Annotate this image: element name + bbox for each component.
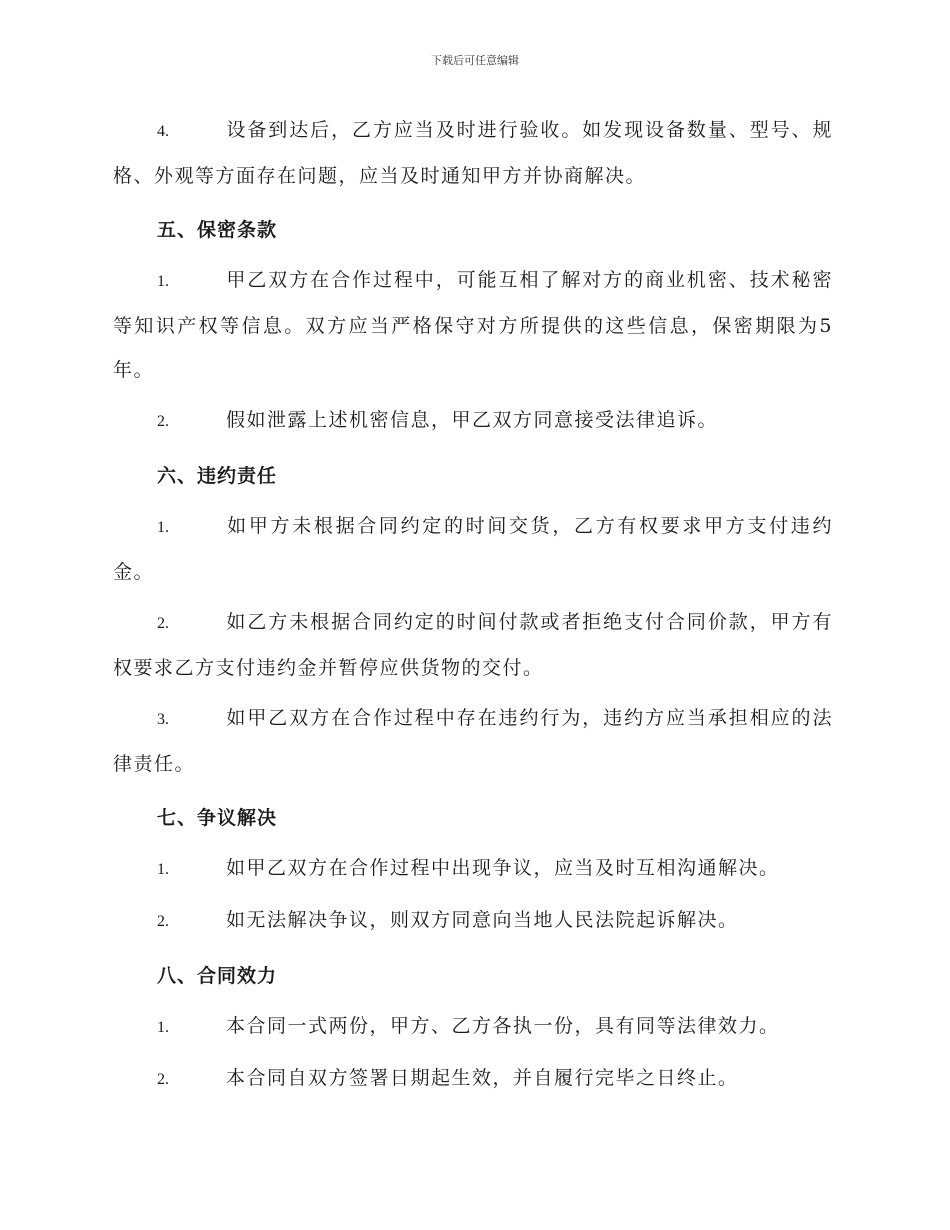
clause-number: 3. <box>157 711 169 728</box>
clause-number: 2. <box>157 413 169 430</box>
clause-4 <box>113 108 833 198</box>
clause-number: 1. <box>157 861 169 878</box>
clause-text: 如无法解决争议，则双方同意向当地人民法院起诉解决。 <box>226 909 739 931</box>
page-header: 下载后可任意编辑 <box>431 54 519 67</box>
clause-text: 如甲乙双方在合作过程中出现争议，应当及时互相沟通解决。 <box>226 857 780 879</box>
clause-number: 1. <box>157 273 169 290</box>
clause-2 <box>113 898 833 944</box>
document-body <box>113 108 833 1108</box>
section-title-validity: 八、合同效力 <box>157 965 278 987</box>
clause-text: 假如泄露上述机密信息，甲乙双方同意接受法律追诉。 <box>226 409 719 431</box>
clause-number: 2. <box>157 1071 169 1088</box>
clause-1 <box>113 258 833 392</box>
clause-2 <box>113 398 833 444</box>
clause-number: 1. <box>157 519 169 536</box>
clause-text: 如甲乙双方在合作过程中存在违约行为，违约方应当承担相应的法律责任。 <box>113 707 833 775</box>
section-title-breach: 六、违约责任 <box>157 465 278 487</box>
clause-number: 1. <box>157 1019 169 1036</box>
clause-2 <box>113 1056 833 1102</box>
clause-text: 如乙方未根据合同约定的时间付款或者拒绝支付合同价款，甲方有权要求乙方支付违约金并暂停应供货物的交付。 <box>113 611 833 679</box>
clause-text: 本合同一式两份，甲方、乙方各执一份，具有同等法律效力。 <box>226 1015 780 1037</box>
clause-2 <box>113 600 833 690</box>
clause-number: 4. <box>157 123 169 140</box>
clause-1 <box>113 846 833 892</box>
clause-text: 设备到达后，乙方应当及时进行验收。如发现设备数量、型号、规格、外观等方面存在问题，应当及时通知甲方并协商解决。 <box>113 119 833 187</box>
clause-1 <box>113 1004 833 1050</box>
clause-text: 甲乙双方在合作过程中，可能互相了解对方的商业机密、技术秘密等知识产权等信息。双方应当严格保守对方所提供的这些信息，保密期限为5年。 <box>113 269 833 381</box>
clause-3 <box>113 696 833 786</box>
clause-number: 2. <box>157 913 169 930</box>
clause-text: 如甲方未根据合同约定的时间交货，乙方有权要求甲方支付违约金。 <box>113 515 833 583</box>
section-title-confidentiality: 五、保密条款 <box>157 219 278 241</box>
section-title-dispute: 七、争议解决 <box>157 807 278 829</box>
clause-1 <box>113 504 833 594</box>
clause-number: 2. <box>157 615 169 632</box>
clause-text: 本合同自双方签署日期起生效，并自履行完毕之日终止。 <box>226 1067 739 1089</box>
